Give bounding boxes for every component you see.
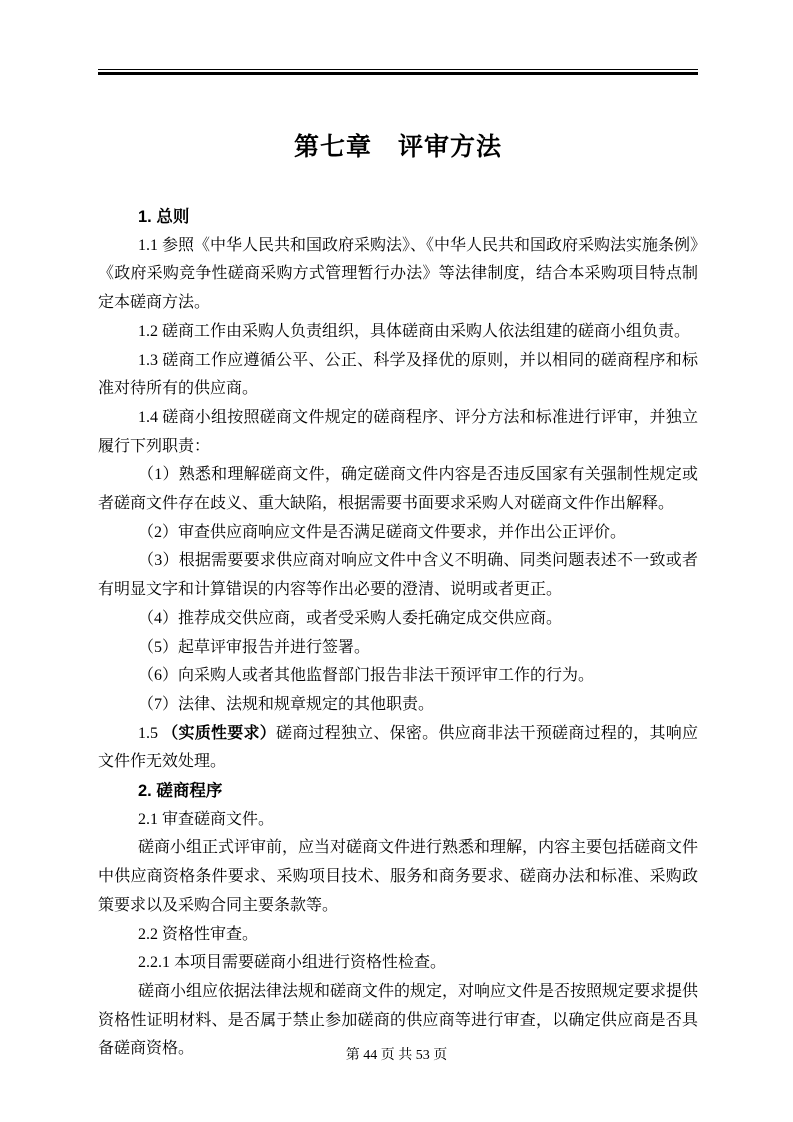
paragraph: 2.1 审查磋商文件。 bbox=[138, 810, 275, 828]
paragraph: 磋商小组正式评审前，应当对磋商文件进行熟悉和理解，内容主要包括磋商文件中供应商资格条件要求、采购项目技术、服务和商务要求、磋商办法和标准、采购政策要求以及采购合同主要条款等。 bbox=[98, 839, 699, 914]
paragraph bbox=[98, 720, 698, 777]
emphasis-text: （实质性要求） bbox=[162, 724, 276, 742]
page-number-footer: 第 44 页 共 53 页 bbox=[345, 1048, 448, 1063]
paragraph: （2）审查供应商响应文件是否满足磋商文件要求，并作出公正评价。 bbox=[138, 523, 627, 541]
paragraph: （1）熟悉和理解磋商文件，确定磋商文件内容是否违反国家有关强制性规定或者磋商文件存在歧义、重大缺陷，根据需要书面要求采购人对磋商文件作出解释。 bbox=[98, 466, 698, 513]
paragraph: （3）根据需要要求供应商对响应文件中含义不明确、同类问题表述不一致或者有明显文字和计算错误的内容等作出必要的澄清、说明或者更正。 bbox=[98, 552, 698, 599]
paragraph: 2.2.1 本项目需要磋商小组进行资格性检查。 bbox=[138, 954, 447, 972]
paragraph: 2.2 资格性审查。 bbox=[138, 925, 259, 943]
page-content bbox=[98, 0, 698, 1064]
chapter-title: 第七章 评审方法 bbox=[293, 133, 502, 161]
paragraph: （5）起草评审报告并进行签署。 bbox=[138, 638, 371, 656]
text-run: 磋商过程独立、保密。供应商非法干预磋商过程的，其响应文件作无效处理。 bbox=[98, 724, 698, 771]
paragraph: 1.2 磋商工作由采购人负责组织，具体磋商由采购人依法组建的磋商小组负责。 bbox=[138, 322, 691, 340]
paragraph: 1.4 磋商小组按照磋商文件规定的磋商程序、评分方法和标准进行评审，并独立履行下列职责： bbox=[98, 408, 698, 455]
paragraph: 1.3 磋商工作应遵循公平、公正、科学及择优的原则，并以相同的磋商程序和标准对待所有的供应商。 bbox=[98, 351, 698, 398]
section-heading: 2. 磋商程序 bbox=[138, 782, 223, 801]
paragraph: （7）法律、法规和规章规定的其他职责。 bbox=[138, 695, 435, 713]
header-border-rule bbox=[98, 69, 698, 75]
section-heading: 1. 总则 bbox=[138, 208, 190, 226]
paragraph: （6）向采购人或者其他监督部门报告非法干预评审工作的行为。 bbox=[138, 667, 595, 685]
paragraph: 1.1 参照《中华人民共和国政府采购法》、《中华人民共和国政府采购法实施条例》《政府采购竞争性磋商采购方式管理暂行办法》等法律制度，结合本采购项目特点制定本磋商方法。 bbox=[98, 236, 699, 312]
paragraph: （4）推荐成交供应商，或者受采购人委托确定成交供应商。 bbox=[138, 609, 563, 627]
text-run: 1.5 bbox=[138, 724, 163, 742]
paragraph: 磋商小组应依据法律法规和磋商文件的规定，对响应文件是否按照规定要求提供资格性证明材料、是否属于禁止参加磋商的供应商等进行审查，以确定供应商是否具备磋商资格。 bbox=[98, 982, 699, 1058]
document-body bbox=[98, 203, 698, 1064]
